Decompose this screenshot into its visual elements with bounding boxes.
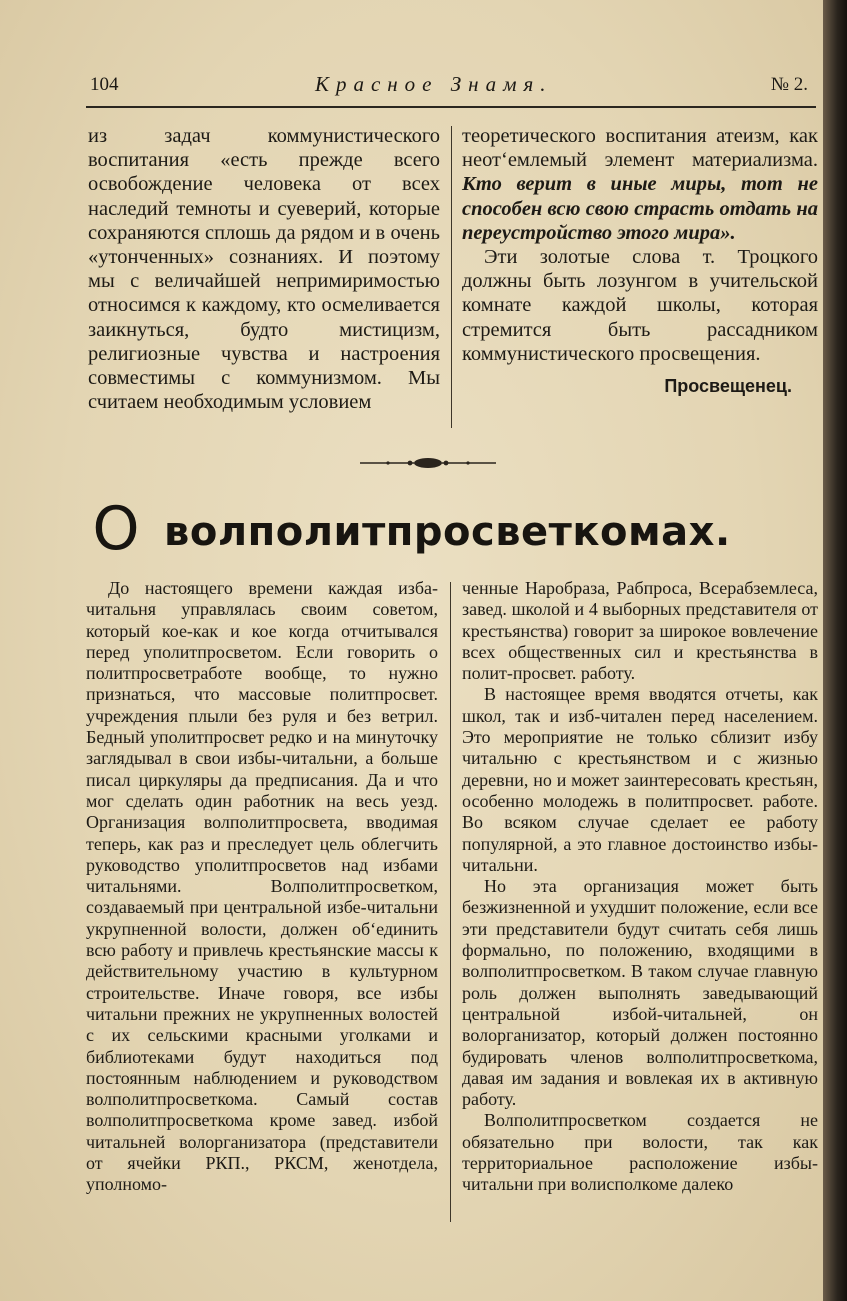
- section-divider-ornament: [358, 454, 498, 472]
- article-signature: Просвещенец.: [664, 376, 792, 397]
- previous-article-left-text: из задач коммунистического воспитания «есть прежде всего освобождение человека от всех наследий темноты и суеверий, которые сохраняются сплошь да рядом и в очень «утонченных» сознаниях. И поэтому мы с величайшей непримиримостью относимся к каждому, кто осмеливается заикнуться, будто мистицизм, религиозные чувства и настроения совместимы с коммунизмом. Мы считаем необходимым условием: [88, 125, 440, 414]
- previous-article-right-intro: теоретического воспитания атеизм, как неот‘емлемый элемент материализма.: [462, 125, 818, 172]
- column-divider-2: [450, 582, 451, 1222]
- issue-number: № 2.: [770, 74, 808, 95]
- column-divider: [451, 126, 452, 428]
- headline-text: волполитпросветкомах.: [164, 509, 731, 555]
- running-title: Красное Знамя.: [315, 72, 553, 96]
- article-left-text: До настоящего времени каждая изба-читальня управлялась своим советом, который кое-как и кое когда отчитывался перед уполитпросветом. Если говорить о политпросветработе вообще, то нужно признаться, что массовые политпросвет. учреждения плыли без руля и без ветрил. Бедный уполитпросвет редко и на минуточку заглядывал в свои избы-читальни, а больше писал циркуляры да предписания. Да и что мог сделать один работник на весь уезд. Организация волполитпросвета, вводимая теперь, как раз и преследует цель облегчить руководство уполитпросветов над избами читальнями. Волполитпросветком, создаваемый при центральной избе-читальни укрупненной волости, должен об‘единить всю работу и привлечь крестьянские массы к действительному участию в культурном строительстве. Иначе говоря, все избы читальни прежних не укрупненных волостей с их сельскими красными уголками и библиотеками будут находиться под постоянным наблюдением и руководством волполитпросветкома. Самый состав волполитпросветкома кроме завед. избой читальней волорганизатора (представители от ячейки РКП., РКСМ, женотдела, уполномо-: [86, 578, 438, 1195]
- page-header: [90, 72, 812, 106]
- previous-article-left-column: [88, 124, 440, 414]
- previous-article-right-column: [462, 124, 818, 398]
- article-right-paragraph-3: Но эта организация может быть безжизненной и ухудшит положение, если все эти представители будут считать себя лишь формально, по положению, входящими в волполитпросветком. В таком случае главную роль должен выполнять заведывающий центральной избой-читальней, он волорганизатор, который должен постоянно будировать членов волполитпросветкома, давая им задания и вовлекая их в активную работу.: [462, 876, 818, 1110]
- article-right-column: [462, 578, 818, 1196]
- article-right-paragraph-4: Волполитпросветком создается не обязательно при волости, так как территориальное расположение избы-читальни при волисполкоме далеко: [462, 1110, 818, 1195]
- article-right-paragraph-1: ченные Наробраза, Рабпроса, Всерабземлеса, завед. школой и 4 выборных представителя от крестьянства) говорит за широкое вовлечение всех общественных сил и крестьянства в полит-просвет. работу.: [462, 578, 818, 684]
- previous-article-right-paragraph-2: Эти золотые слова т. Троцкого должны быть лозунгом в учительской комнате каждой школы, которая стремится быть рассадником коммунистического просвещения.: [462, 246, 818, 365]
- page-number: 104: [90, 74, 119, 95]
- header-rule: [86, 106, 816, 108]
- previous-article-right-paragraph: [462, 124, 818, 245]
- binding-edge: [823, 0, 847, 1301]
- article-left-column: [86, 578, 438, 1196]
- headline-initial: О: [92, 494, 141, 564]
- article-headline: [0, 494, 823, 564]
- trotsky-quote: Кто верит в иные миры, тот не способен всю свою страсть отдать на переустройство этого мира».: [462, 173, 818, 244]
- article-right-paragraph-2: В настоящее время вводятся отчеты, как школ, так и изб-читален перед населением. Это мероприятие не только сблизит избу читальню с крестьянством и с жизнью деревни, но и может заинтересовать крестьян, особенно молодежь в политпросвет. работе. Во всяком случае сделает ее работу популярной, а это главное достоинство избы-читальни.: [462, 684, 818, 875]
